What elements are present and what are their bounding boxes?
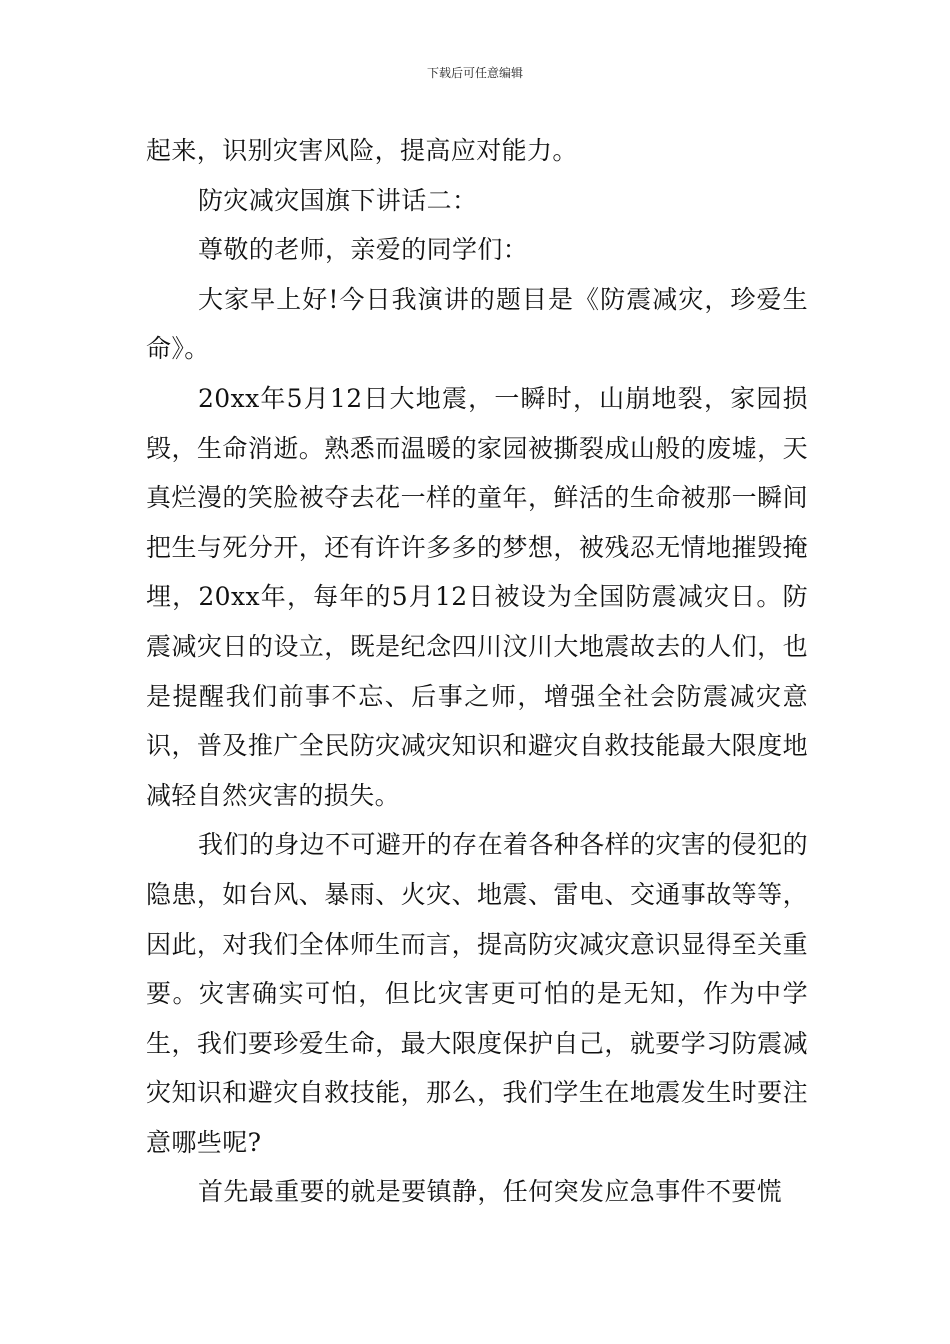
- paragraph-continuation: 起来，识别灾害风险，提高应对能力。: [146, 136, 578, 165]
- salutation: 尊敬的老师，亲爱的同学们：: [198, 235, 529, 265]
- speech-heading: 防灾减灾国旗下讲话二：: [198, 185, 478, 215]
- hazards-paragraph: 我们的身边不可避开的存在着各种各样的灾害的侵犯的隐患，如台风、暴雨、火灾、地震、雷电、交通事故等等，因此，对我们全体师生而言，提高防灾减灾意识显得至关重要。灾害确实可怕，但比灾害更可怕的是无知，作为中学生，我们要珍爱生命，最大限度保护自己，就要学习防震减灾知识和避灾自救技能，那么，我们学生在地震发生时要注意哪些呢?: [146, 830, 808, 1157]
- earthquake-paragraph: 20xx年5月12日大地震，一瞬时，山崩地裂，家园损毁，生命消逝。熟悉而温暖的家园被撕裂成山般的废墟，天真烂漫的笑脸被夺去花一样的童年，鲜活的生命被那一瞬间把生与死分开，还有许许多多的梦想，被残忍无情地摧毁掩埋，20xx年，每年的5月12日被设为全国防震减灾日。防震减灾日的设立，既是纪念四川汶川大地震故去的人们，也是提醒我们前事不忘、后事之师，增强全社会防震减灾意识，普及推广全民防灾减灾知识和避灾自救技能最大限度地减轻自然灾害的损失。: [146, 383, 808, 810]
- page-header-note: 下载后可任意编辑: [426, 66, 523, 80]
- greeting-paragraph: 大家早上好!今日我演讲的题目是《防震减灾，珍爱生命》。: [146, 284, 808, 364]
- document-body: [146, 126, 808, 1217]
- first-point-paragraph: 首先最重要的就是要镇静，任何突发应急事件不要慌: [198, 1177, 783, 1207]
